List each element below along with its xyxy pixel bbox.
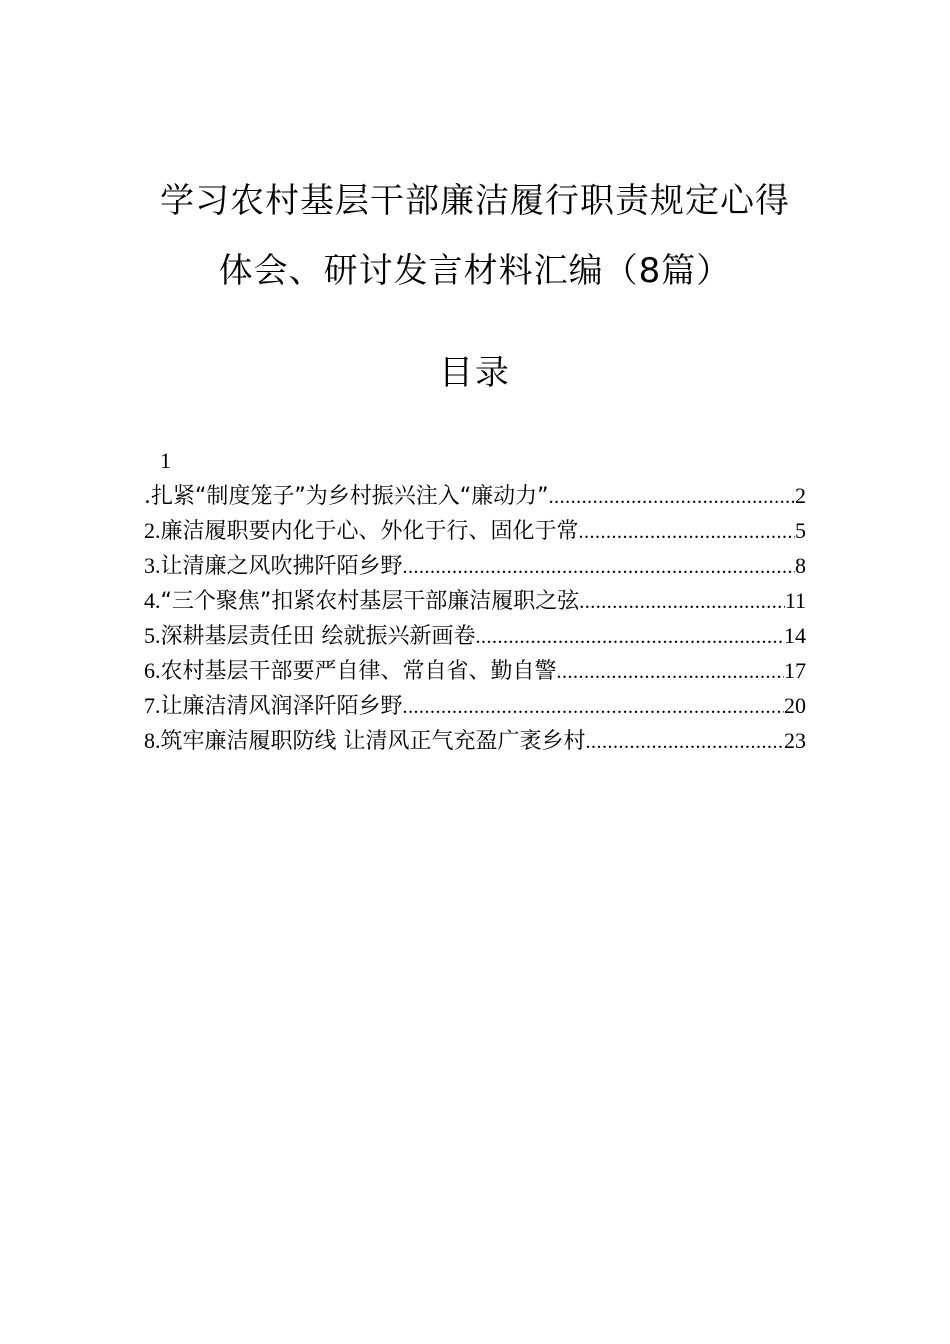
toc-entry-number: 8. [144, 728, 161, 753]
toc-entry-text: 深耕基层责任田 绘就振兴新画卷 [160, 624, 476, 649]
toc-entry-text: “三个聚焦”扣紧农村基层干部廉洁履职之弦 [160, 589, 580, 614]
toc-entry-page: 2 [795, 483, 806, 508]
toc-entry-number: 6. [144, 658, 161, 683]
table-of-contents [144, 444, 806, 758]
toc-entry-7[interactable] [144, 688, 806, 723]
toc-entry-4[interactable] [144, 583, 806, 618]
toc-leader-dots [549, 480, 795, 515]
toc-entry-title [144, 688, 403, 724]
toc-entry-text: 筑牢廉洁履职防线 让清风正气充盈广袤乡村 [160, 729, 586, 754]
toc-entry-number: 5. [144, 623, 161, 648]
toc-entry-page: 11 [784, 588, 806, 613]
toc-entry-2[interactable] [144, 513, 806, 548]
toc-entry-title [144, 583, 579, 619]
toc-entry-title [144, 548, 403, 584]
toc-leader-dots [403, 690, 784, 725]
toc-leader-dots [476, 620, 785, 655]
toc-leader-dots [579, 585, 785, 620]
toc-entry-page: 17 [784, 658, 806, 683]
toc-entry-title [144, 653, 557, 689]
toc-entry-5[interactable] [144, 618, 806, 653]
toc-leader-dots [579, 515, 795, 550]
toc-entry-number: 7. [144, 693, 161, 718]
document-title-line-2: 体会、研讨发言材料汇编（8篇） [218, 251, 732, 291]
toc-leader-dots [586, 725, 785, 760]
toc-entry-text: 农村基层干部要严自律、常自省、勤自警 [160, 659, 557, 684]
toc-entry-text: 让廉洁清风润泽阡陌乡野 [160, 694, 403, 719]
toc-entry-page: 20 [784, 693, 806, 718]
toc-heading: 目录 [439, 353, 511, 393]
toc-leader-dots [557, 655, 784, 690]
toc-entry-3[interactable] [144, 548, 806, 583]
toc-entry-6[interactable] [144, 653, 806, 688]
toc-entry-8[interactable] [144, 723, 806, 758]
toc-entry-title [144, 513, 579, 549]
toc-entry-page: 5 [795, 518, 806, 543]
toc-entry-title [144, 618, 476, 654]
toc-entry-page: 8 [795, 553, 806, 578]
toc-entry-page: 14 [784, 623, 806, 648]
toc-entry-number: 2. [144, 518, 161, 543]
toc-leader-dots [403, 550, 795, 585]
document-title-line-1: 学习农村基层干部廉洁履行职责规定心得 [160, 181, 790, 221]
toc-entry-text: 让清廉之风吹拂阡陌乡野 [160, 554, 403, 579]
toc-entry-page: 23 [784, 728, 806, 753]
toc-entry-text: 廉洁履职要内化于心、外化于行、固化于常 [160, 519, 579, 544]
toc-entry-title [144, 478, 549, 514]
toc-entry-number: 4. [144, 588, 161, 613]
toc-entry-number: 3. [144, 553, 161, 578]
toc-entry-1[interactable] [144, 478, 806, 513]
toc-entry-text: .扎紧“制度笼子”为乡村振兴注入“廉动力” [144, 484, 549, 509]
toc-first-number: 1 [160, 448, 171, 473]
toc-entry-title [144, 723, 586, 759]
